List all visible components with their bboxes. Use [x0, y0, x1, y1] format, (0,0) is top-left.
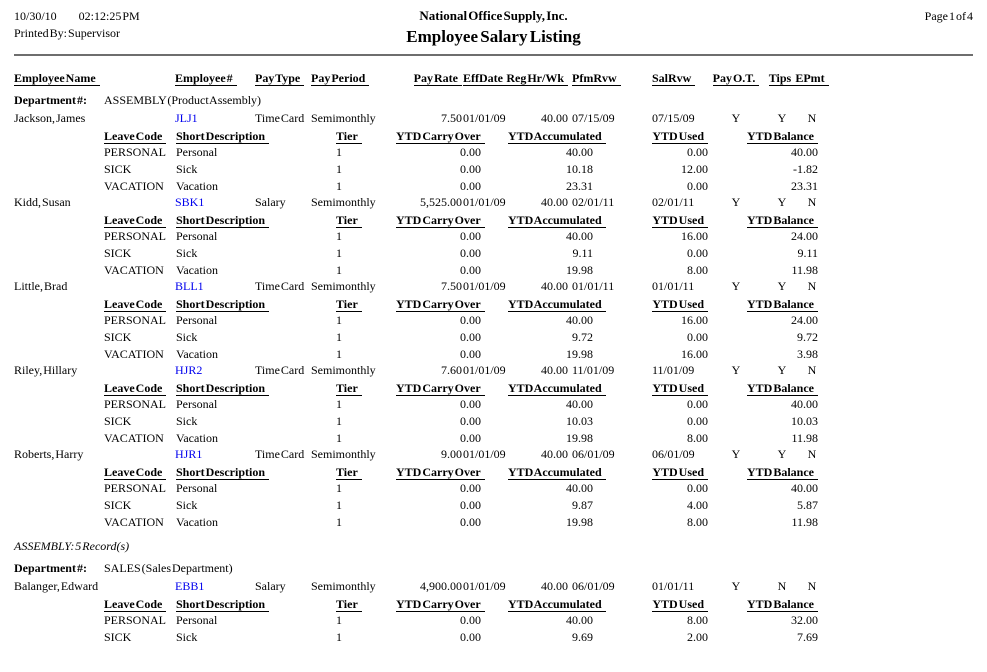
leave-row: [0, 162, 987, 179]
tier-value: 1: [336, 330, 342, 344]
tier-value: 1: [336, 246, 342, 260]
pay-type-value: Time Card: [255, 111, 305, 125]
ytd-balance-value: 24.00: [791, 229, 818, 243]
ytd-used-value: 16.00: [681, 347, 708, 361]
pay-ot-value: Y: [731, 279, 741, 293]
pay-ot-value: Y: [731, 447, 741, 461]
pfm-rvw-value: 01/01/11: [572, 279, 615, 293]
col-desc: Short Description: [176, 129, 316, 144]
tier-value: 1: [336, 162, 342, 176]
sal-rvw-value: 07/15/09: [652, 111, 695, 125]
col-used: YTD Used: [630, 381, 708, 396]
printed-by-value: Supervisor: [68, 26, 121, 40]
pay-ot-value: Y: [731, 579, 741, 593]
pay-type-value: Salary: [255, 579, 286, 593]
short-description-value: Sick: [176, 630, 198, 644]
leave-code-value: PERSONAL: [104, 613, 167, 627]
eff-date-value: 01/01/09: [463, 447, 506, 461]
short-description-value: Vacation: [176, 347, 218, 361]
ytd-carry-over-value: 0.00: [460, 179, 481, 193]
reg-hr-wk-value: 40.00: [541, 111, 568, 125]
leave-row: [0, 347, 987, 364]
sal-rvw-value: 02/01/11: [652, 195, 695, 209]
leave-row: [0, 515, 987, 532]
col-balance: YTD Balance: [740, 297, 818, 312]
ytd-used-value: 0.00: [687, 414, 708, 428]
epmt-value: N: [807, 447, 817, 461]
leave-code-value: SICK: [104, 162, 132, 176]
leave-row: [0, 330, 987, 347]
reg-hr-wk-value: 40.00: [541, 363, 568, 377]
ytd-balance-value: 9.72: [797, 330, 818, 344]
leave-row: [0, 313, 987, 330]
ytd-balance-value: 40.00: [791, 397, 818, 411]
ytd-used-value: 8.00: [687, 515, 708, 529]
pfm-rvw-value: 06/01/09: [572, 579, 615, 593]
employee-name: Kidd, Susan: [14, 195, 71, 209]
report-date: 10/30/10: [14, 9, 57, 23]
col-code: Leave Code: [104, 297, 176, 312]
col-tier: Tier: [336, 297, 370, 312]
employee-row: [0, 195, 987, 212]
department-label: Department #:: [14, 561, 87, 575]
ytd-carry-over-value: 0.00: [460, 414, 481, 428]
ytd-balance-value: -1.82: [793, 162, 818, 176]
tier-value: 1: [336, 179, 342, 193]
reg-hr-wk-value: 40.00: [541, 195, 568, 209]
pay-period-value: Semimonthly: [311, 579, 376, 593]
employee-row: [0, 447, 987, 464]
ytd-used-value: 16.00: [681, 313, 708, 327]
col-carry-over: YTD Carry Over: [396, 297, 481, 312]
employee-row: [0, 111, 987, 128]
printed-by-label: Printed By:: [14, 26, 68, 40]
pay-rate-value: 7.60: [441, 363, 462, 377]
ytd-balance-value: 24.00: [791, 313, 818, 327]
employee-id-link[interactable]: SBK1: [175, 195, 205, 209]
epmt-value: N: [807, 111, 817, 125]
col-code: Leave Code: [104, 129, 176, 144]
ytd-carry-over-value: 0.00: [460, 431, 481, 445]
eff-date-value: 01/01/09: [463, 279, 506, 293]
ytd-used-value: 4.00: [687, 498, 708, 512]
short-description-value: Personal: [176, 145, 218, 159]
header-rule: [14, 54, 973, 56]
tier-value: 1: [336, 414, 342, 428]
department-name: SALES (Sales Department): [104, 561, 233, 575]
col-carry-over: YTD Carry Over: [396, 465, 481, 480]
ytd-used-value: 8.00: [687, 431, 708, 445]
reg-hr-wk-value: 40.00: [541, 447, 568, 461]
leave-code-value: SICK: [104, 330, 132, 344]
leave-code-value: SICK: [104, 414, 132, 428]
col-epmt: EPmt: [793, 71, 831, 86]
sal-rvw-value: 01/01/11: [652, 579, 695, 593]
tier-value: 1: [336, 263, 342, 277]
pay-rate-value: 7.50: [441, 279, 462, 293]
ytd-carry-over-value: 0.00: [460, 397, 481, 411]
employee-id-link[interactable]: BLL1: [175, 279, 204, 293]
leave-header-row: [0, 297, 987, 314]
leave-code-value: VACATION: [104, 347, 164, 361]
leave-row: [0, 263, 987, 280]
short-description-value: Personal: [176, 481, 218, 495]
employee-id-link[interactable]: JLJ1: [175, 111, 198, 125]
ytd-used-value: 0.00: [687, 179, 708, 193]
ytd-carry-over-value: 0.00: [460, 515, 481, 529]
pay-type-value: Time Card: [255, 447, 305, 461]
ytd-balance-value: 40.00: [791, 145, 818, 159]
tips-value: N: [777, 579, 787, 593]
short-description-value: Vacation: [176, 179, 218, 193]
ytd-balance-value: 23.31: [791, 179, 818, 193]
col-accumulated: YTD Accumulated: [508, 381, 593, 396]
department-summary: ASSEMBLY: 5 Record(s): [14, 539, 130, 553]
ytd-carry-over-value: 0.00: [460, 263, 481, 277]
pay-ot-value: Y: [731, 111, 741, 125]
epmt-value: N: [807, 579, 817, 593]
ytd-balance-value: 7.69: [797, 630, 818, 644]
epmt-value: N: [807, 195, 817, 209]
epmt-value: N: [807, 279, 817, 293]
leave-code-value: VACATION: [104, 263, 164, 277]
ytd-balance-value: 32.00: [791, 613, 818, 627]
col-code: Leave Code: [104, 213, 176, 228]
col-employee-name: Employee Name: [14, 71, 172, 86]
leave-row: [0, 414, 987, 431]
sal-rvw-value: 06/01/09: [652, 447, 695, 461]
col-code: Leave Code: [104, 597, 176, 612]
ytd-used-value: 8.00: [687, 263, 708, 277]
col-reg-hr-wk: Reg Hr/Wk: [505, 71, 568, 86]
col-desc: Short Description: [176, 381, 316, 396]
ytd-carry-over-value: 0.00: [460, 630, 481, 644]
col-balance: YTD Balance: [740, 381, 818, 396]
col-pay-period: Pay Period: [311, 71, 396, 86]
sal-rvw-value: 01/01/11: [652, 279, 695, 293]
leave-code-value: PERSONAL: [104, 397, 167, 411]
col-code: Leave Code: [104, 381, 176, 396]
col-used: YTD Used: [630, 213, 708, 228]
ytd-balance-value: 5.87: [797, 498, 818, 512]
pay-type-value: Salary: [255, 195, 286, 209]
ytd-used-value: 2.00: [687, 630, 708, 644]
leave-row: [0, 145, 987, 162]
tips-value: Y: [777, 363, 787, 377]
col-tier: Tier: [336, 597, 370, 612]
employee-id-link[interactable]: HJR1: [175, 447, 203, 461]
col-accumulated: YTD Accumulated: [508, 213, 593, 228]
employee-id-link[interactable]: HJR2: [175, 363, 203, 377]
ytd-accumulated-value: 40.00: [566, 145, 593, 159]
tier-value: 1: [336, 229, 342, 243]
leave-code-value: SICK: [104, 246, 132, 260]
pay-period-value: Semimonthly: [311, 447, 376, 461]
short-description-value: Personal: [176, 613, 218, 627]
reg-hr-wk-value: 40.00: [541, 279, 568, 293]
short-description-value: Sick: [176, 246, 198, 260]
eff-date-value: 01/01/09: [463, 111, 506, 125]
pay-rate-value: 7.50: [441, 111, 462, 125]
ytd-used-value: 0.00: [687, 330, 708, 344]
ytd-accumulated-value: 23.31: [566, 179, 593, 193]
ytd-carry-over-value: 0.00: [460, 481, 481, 495]
leave-header-row: [0, 129, 987, 146]
ytd-carry-over-value: 0.00: [460, 229, 481, 243]
leave-row: [0, 246, 987, 263]
tier-value: 1: [336, 397, 342, 411]
leave-row: [0, 229, 987, 246]
ytd-balance-value: 9.11: [797, 246, 818, 260]
eff-date-value: 01/01/09: [463, 195, 506, 209]
department-header-row: [0, 561, 987, 578]
leave-row: [0, 431, 987, 448]
ytd-accumulated-value: 19.98: [566, 347, 593, 361]
pay-type-value: Time Card: [255, 279, 305, 293]
ytd-carry-over-value: 0.00: [460, 313, 481, 327]
pay-period-value: Semimonthly: [311, 195, 376, 209]
ytd-balance-value: 3.98: [797, 347, 818, 361]
col-used: YTD Used: [630, 297, 708, 312]
department-label: Department #:: [14, 93, 87, 107]
col-balance: YTD Balance: [740, 597, 818, 612]
tier-value: 1: [336, 145, 342, 159]
employee-name: Roberts, Harry: [14, 447, 84, 461]
ytd-carry-over-value: 0.00: [460, 162, 481, 176]
leave-code-value: VACATION: [104, 179, 164, 193]
ytd-balance-value: 11.98: [791, 431, 818, 445]
leave-code-value: PERSONAL: [104, 145, 167, 159]
leave-row: [0, 397, 987, 414]
employee-row: [0, 279, 987, 296]
short-description-value: Vacation: [176, 515, 218, 529]
tier-value: 1: [336, 347, 342, 361]
col-eff-date: EffDate: [463, 71, 523, 86]
col-accumulated: YTD Accumulated: [508, 597, 593, 612]
col-tier: Tier: [336, 213, 370, 228]
company-name: National Office Supply, Inc.: [419, 8, 568, 23]
ytd-used-value: 0.00: [687, 145, 708, 159]
leave-row: [0, 630, 987, 647]
ytd-carry-over-value: 0.00: [460, 498, 481, 512]
pay-ot-value: Y: [731, 195, 741, 209]
col-desc: Short Description: [176, 597, 316, 612]
short-description-value: Sick: [176, 162, 198, 176]
pfm-rvw-value: 06/01/09: [572, 447, 615, 461]
ytd-carry-over-value: 0.00: [460, 613, 481, 627]
col-tier: Tier: [336, 129, 370, 144]
col-sal-rvw: SalRvw: [652, 71, 714, 86]
tips-value: Y: [777, 447, 787, 461]
employee-id-link[interactable]: EBB1: [175, 579, 205, 593]
ytd-accumulated-value: 40.00: [566, 313, 593, 327]
col-employee-id: Employee #: [175, 71, 251, 86]
col-pay-ot: Pay O.T.: [712, 71, 760, 86]
ytd-accumulated-value: 10.03: [566, 414, 593, 428]
leave-code-value: SICK: [104, 498, 132, 512]
report-title: Employee Salary Listing: [406, 27, 581, 46]
short-description-value: Sick: [176, 498, 198, 512]
tips-value: Y: [777, 279, 787, 293]
short-description-value: Sick: [176, 330, 198, 344]
col-accumulated: YTD Accumulated: [508, 297, 593, 312]
pfm-rvw-value: 07/15/09: [572, 111, 615, 125]
col-tier: Tier: [336, 381, 370, 396]
ytd-accumulated-value: 9.72: [572, 330, 593, 344]
ytd-used-value: 12.00: [681, 162, 708, 176]
ytd-carry-over-value: 0.00: [460, 330, 481, 344]
leave-header-row: [0, 381, 987, 398]
ytd-accumulated-value: 9.11: [572, 246, 593, 260]
ytd-accumulated-value: 40.00: [566, 397, 593, 411]
short-description-value: Vacation: [176, 431, 218, 445]
tier-value: 1: [336, 498, 342, 512]
col-tips: Tips: [764, 71, 800, 86]
ytd-accumulated-value: 19.98: [566, 263, 593, 277]
employee-row: [0, 579, 987, 596]
col-pay-rate: Pay Rate: [393, 71, 462, 86]
ytd-used-value: 8.00: [687, 613, 708, 627]
department-name: ASSEMBLY (Product Assembly): [104, 93, 262, 107]
col-desc: Short Description: [176, 297, 316, 312]
leave-row: [0, 498, 987, 515]
col-accumulated: YTD Accumulated: [508, 129, 593, 144]
sal-rvw-value: 11/01/09: [652, 363, 695, 377]
eff-date-value: 01/01/09: [463, 579, 506, 593]
employee-name: Little, Brad: [14, 279, 68, 293]
pay-rate-value: 5,525.00: [420, 195, 462, 209]
ytd-used-value: 0.00: [687, 397, 708, 411]
ytd-accumulated-value: 19.98: [566, 431, 593, 445]
eff-date-value: 01/01/09: [463, 363, 506, 377]
pay-type-value: Time Card: [255, 363, 305, 377]
leave-header-row: [0, 465, 987, 482]
ytd-accumulated-value: 19.98: [566, 515, 593, 529]
leave-row: [0, 613, 987, 630]
pay-period-value: Semimonthly: [311, 279, 376, 293]
ytd-accumulated-value: 9.87: [572, 498, 593, 512]
ytd-carry-over-value: 0.00: [460, 347, 481, 361]
short-description-value: Sick: [176, 414, 198, 428]
col-tier: Tier: [336, 465, 370, 480]
col-used: YTD Used: [630, 465, 708, 480]
department-header-row: [0, 93, 987, 110]
tier-value: 1: [336, 515, 342, 529]
ytd-balance-value: 40.00: [791, 481, 818, 495]
ytd-accumulated-value: 9.69: [572, 630, 593, 644]
pfm-rvw-value: 11/01/09: [572, 363, 615, 377]
ytd-used-value: 0.00: [687, 481, 708, 495]
leave-code-value: PERSONAL: [104, 313, 167, 327]
col-carry-over: YTD Carry Over: [396, 129, 481, 144]
pay-period-value: Semimonthly: [311, 111, 376, 125]
tier-value: 1: [336, 481, 342, 495]
short-description-value: Personal: [176, 397, 218, 411]
col-used: YTD Used: [630, 129, 708, 144]
pay-rate-value: 9.00: [441, 447, 462, 461]
col-balance: YTD Balance: [740, 465, 818, 480]
short-description-value: Personal: [176, 313, 218, 327]
col-accumulated: YTD Accumulated: [508, 465, 593, 480]
ytd-carry-over-value: 0.00: [460, 145, 481, 159]
employee-row: [0, 363, 987, 380]
pay-rate-value: 4,900.00: [420, 579, 462, 593]
leave-header-row: [0, 213, 987, 230]
col-used: YTD Used: [630, 597, 708, 612]
ytd-used-value: 16.00: [681, 229, 708, 243]
leave-row: [0, 481, 987, 498]
leave-code-value: PERSONAL: [104, 481, 167, 495]
page-number: Page 1 of 4: [924, 9, 973, 23]
tier-value: 1: [336, 630, 342, 644]
short-description-value: Personal: [176, 229, 218, 243]
leave-code-value: VACATION: [104, 431, 164, 445]
epmt-value: N: [807, 363, 817, 377]
pay-ot-value: Y: [731, 363, 741, 377]
ytd-balance-value: 10.03: [791, 414, 818, 428]
tier-value: 1: [336, 431, 342, 445]
department-summary-row: [0, 539, 987, 556]
col-pay-type: Pay Type: [255, 71, 310, 86]
employee-name: Jackson, James: [14, 111, 86, 125]
col-balance: YTD Balance: [740, 213, 818, 228]
employee-name: Riley, Hillary: [14, 363, 78, 377]
ytd-balance-value: 11.98: [791, 263, 818, 277]
leave-code-value: SICK: [104, 630, 132, 644]
leave-code-value: PERSONAL: [104, 229, 167, 243]
leave-row: [0, 179, 987, 196]
leave-header-row: [0, 597, 987, 614]
short-description-value: Vacation: [176, 263, 218, 277]
col-desc: Short Description: [176, 213, 316, 228]
col-desc: Short Description: [176, 465, 316, 480]
pfm-rvw-value: 02/01/11: [572, 195, 615, 209]
leave-code-value: VACATION: [104, 515, 164, 529]
col-pfm-rvw: PfmRvw: [572, 71, 634, 86]
ytd-accumulated-value: 40.00: [566, 481, 593, 495]
ytd-accumulated-value: 40.00: [566, 229, 593, 243]
tips-value: Y: [777, 111, 787, 125]
ytd-accumulated-value: 40.00: [566, 613, 593, 627]
col-carry-over: YTD Carry Over: [396, 597, 481, 612]
tier-value: 1: [336, 313, 342, 327]
reg-hr-wk-value: 40.00: [541, 579, 568, 593]
employee-name: Balanger, Edward: [14, 579, 99, 593]
report-time: 02:12:25 PM: [78, 9, 140, 23]
column-header-row: [0, 71, 987, 88]
pay-period-value: Semimonthly: [311, 363, 376, 377]
ytd-used-value: 0.00: [687, 246, 708, 260]
ytd-balance-value: 11.98: [791, 515, 818, 529]
col-balance: YTD Balance: [740, 129, 818, 144]
col-carry-over: YTD Carry Over: [396, 213, 481, 228]
ytd-accumulated-value: 10.18: [566, 162, 593, 176]
col-carry-over: YTD Carry Over: [396, 381, 481, 396]
ytd-carry-over-value: 0.00: [460, 246, 481, 260]
col-code: Leave Code: [104, 465, 176, 480]
tier-value: 1: [336, 613, 342, 627]
tips-value: Y: [777, 195, 787, 209]
